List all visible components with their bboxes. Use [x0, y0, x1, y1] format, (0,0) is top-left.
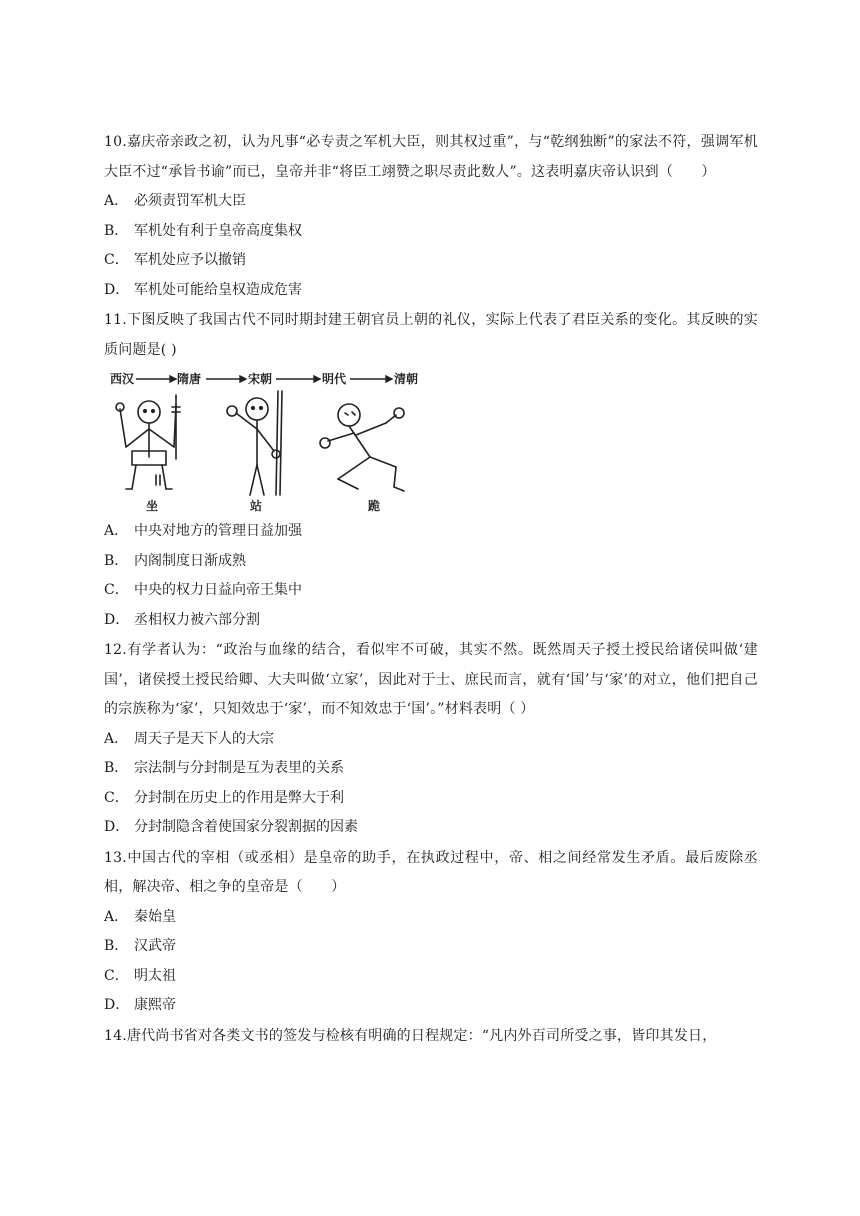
option-key: B．	[104, 938, 129, 954]
dynasty-label: 西汉	[110, 372, 135, 386]
option-text: 军机处应予以撤销	[134, 252, 246, 268]
option-text: 周天子是天下人的大宗	[134, 730, 274, 747]
option-key: A．	[104, 523, 129, 539]
question-stem: 10.嘉庆帝亲政之初，认为凡事“必专责之军机大臣，则其权过重”，与“乾纲独断”的家法不符，强调军机大臣不过“承旨书谕”而已，皇帝并非“将臣工翊赞之职尽责此数人”。这表明嘉庆帝认识到（ ）	[104, 134, 758, 180]
dynasty-label: 明代	[322, 372, 347, 386]
option-text: 明太祖	[134, 967, 176, 984]
option-text: 中央对地方的管理日益加强	[134, 523, 302, 539]
option-key: A．	[104, 193, 129, 209]
option-c[interactable]	[104, 576, 758, 606]
option-text: 丞相权力被六部分割	[134, 611, 260, 628]
question-13	[104, 844, 758, 1021]
option-key: A．	[104, 730, 129, 747]
figure-drawing	[104, 367, 424, 515]
option-list	[104, 903, 758, 1021]
question-12	[104, 636, 758, 843]
question-11	[104, 306, 758, 635]
option-text: 宗法制与分封制是互为表里的关系	[134, 760, 344, 776]
document-page	[104, 128, 758, 1051]
option-key: D．	[104, 997, 130, 1013]
option-a[interactable]	[104, 187, 758, 217]
option-key: D．	[104, 611, 130, 628]
option-c[interactable]	[104, 246, 758, 276]
option-key: B．	[104, 552, 129, 569]
option-a[interactable]	[104, 903, 758, 933]
option-b[interactable]	[104, 547, 758, 577]
option-text: 分封制在历史上的作用是弊大于利	[134, 789, 344, 806]
option-key: C．	[104, 252, 129, 268]
option-c[interactable]	[104, 784, 758, 814]
option-text: 秦始皇	[134, 908, 176, 925]
option-d[interactable]	[104, 606, 758, 636]
question-14	[104, 1022, 758, 1052]
option-c[interactable]	[104, 962, 758, 992]
option-key: A．	[104, 908, 129, 925]
question-stem: 13.中国古代的宰相（或丞相）是皇帝的助手，在执政过程中，帝、相之间经常发生矛盾。最后废除丞相，解决帝、相之争的皇帝是（ ）	[104, 849, 758, 895]
dynasty-label: 清朝	[394, 372, 419, 386]
posture-label: 站	[250, 499, 263, 513]
option-d[interactable]	[104, 991, 758, 1021]
option-key: B．	[104, 222, 129, 239]
option-a[interactable]	[104, 725, 758, 755]
question-10	[104, 128, 758, 305]
question-stem: 14.唐代尚书省对各类文书的签发与检核有明确的日程规定：“凡内外百司所受之事，皆印其发日，	[104, 1027, 717, 1044]
option-list	[104, 725, 758, 843]
dynasty-label: 宋朝	[248, 372, 273, 386]
dynasty-label: 隋唐	[177, 372, 202, 386]
option-key: C．	[104, 582, 129, 598]
option-list	[104, 517, 758, 635]
court-etiquette-figure	[104, 367, 424, 515]
option-b[interactable]	[104, 754, 758, 784]
option-text: 军机处有利于皇帝高度集权	[134, 222, 302, 239]
question-stem: 12.有学者认为：“政治与血缘的结合，看似牢不可破，其实不然。既然周天子授土授民给诸侯叫做‘建国’，诸侯授土授民给卿、大夫叫做‘立家’，因此对于士、庶民而言，就有‘国’与‘家’的对立，他们把自己的宗族称为‘家’，只知效忠于‘家’，而不知效忠于‘国’。”材料表明（ ）	[104, 642, 758, 717]
option-key: B．	[104, 760, 129, 776]
option-b[interactable]	[104, 217, 758, 247]
option-text: 必须责罚军机大臣	[134, 193, 246, 209]
option-text: 康熙帝	[134, 997, 176, 1013]
option-text: 汉武帝	[134, 938, 176, 954]
option-text: 内阁制度日渐成熟	[134, 552, 246, 569]
option-text: 分封制隐含着使国家分裂割据的因素	[134, 819, 358, 835]
option-key: C．	[104, 789, 129, 806]
option-key: C．	[104, 967, 129, 984]
option-text: 军机处可能给皇权造成危害	[134, 281, 302, 298]
option-a[interactable]	[104, 517, 758, 547]
option-b[interactable]	[104, 932, 758, 962]
option-key: D．	[104, 281, 130, 298]
option-d[interactable]	[104, 276, 758, 306]
posture-label: 跪	[368, 499, 381, 513]
option-d[interactable]	[104, 813, 758, 843]
question-stem: 11.下图反映了我国古代不同时期封建王朝官员上朝的礼仪，实际上代表了君臣关系的变化。其反映的实质问题是( )	[104, 312, 758, 358]
posture-label: 坐	[146, 499, 159, 513]
option-list	[104, 187, 758, 305]
option-key: D．	[104, 819, 130, 835]
option-text: 中央的权力日益向帝王集中	[134, 582, 302, 598]
